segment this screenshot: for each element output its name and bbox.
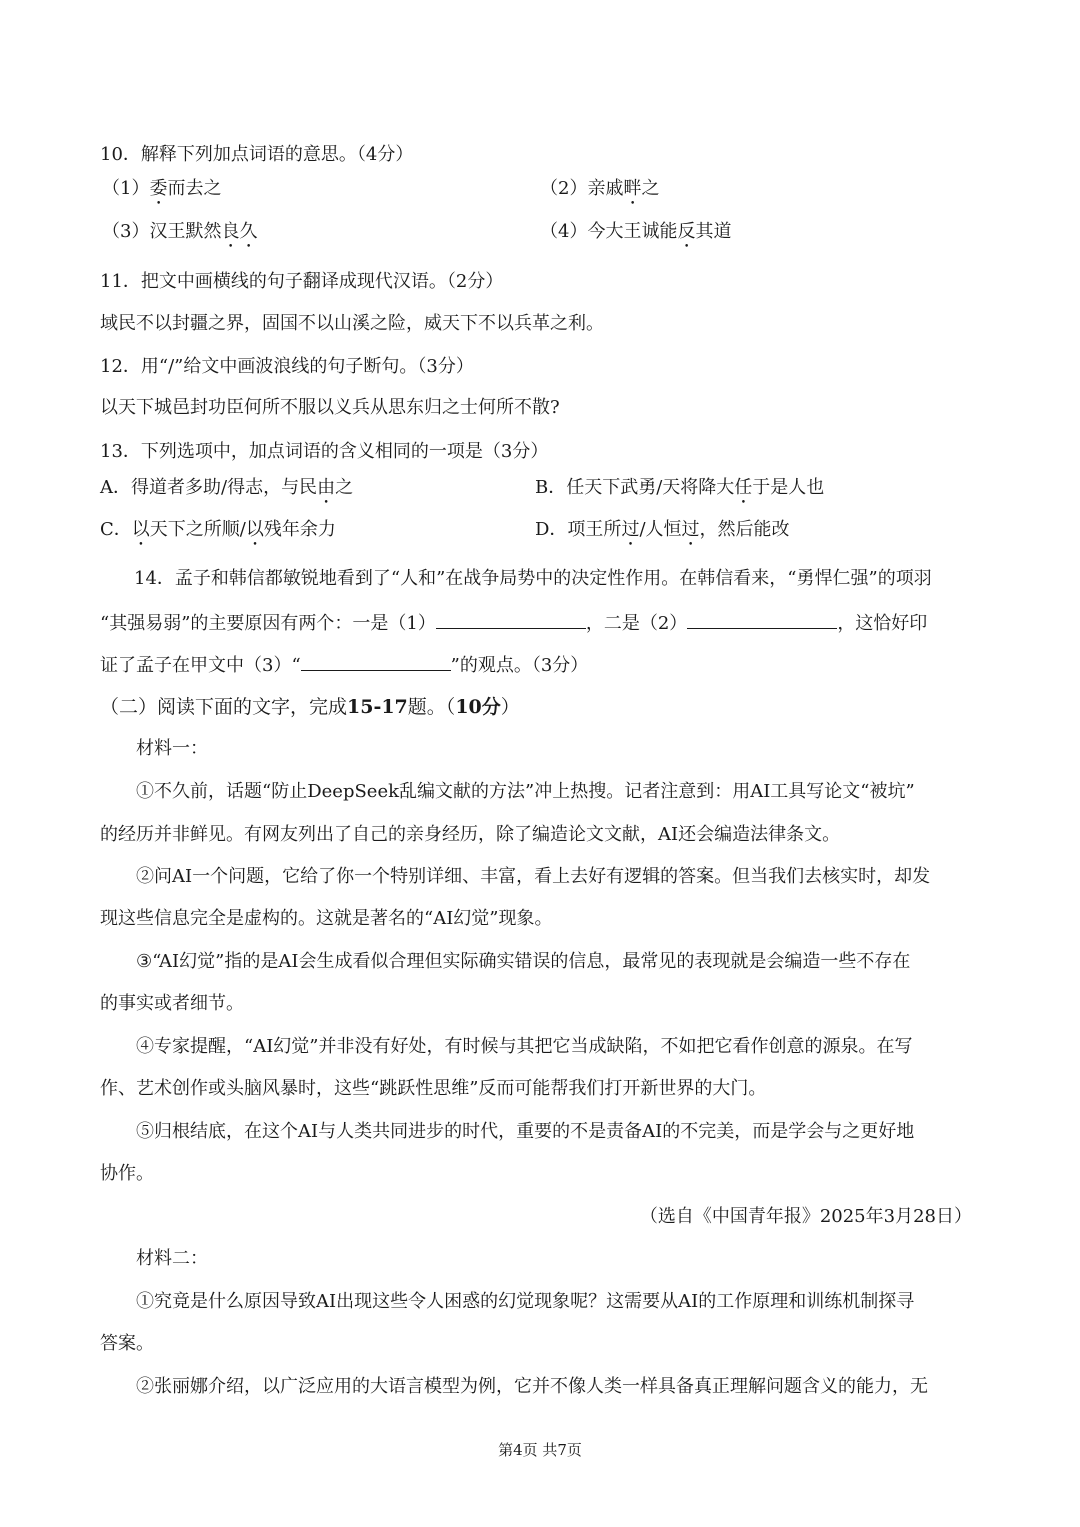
material2-p2-line1: ②张丽娜介绍，以广泛应用的大语言模型为例，它并不像人类一样具备真正理解问题含义的能力，无	[136, 1376, 928, 1397]
material1-p2-line1: ②问AI一个问题，它给了你一个特别详细、丰富，看上去好有逻辑的答案。但当我们去核实时，却发	[136, 866, 931, 887]
section-heading: （二）阅读下面的文字，完成15-17题。（10分）	[100, 696, 520, 718]
material1-p1-line2: 的经历并非鲜见。有网友列出了自己的亲身经历，除了编造论文文献，AI还会编造法律条文。	[100, 824, 841, 845]
material1-p5-line1: ⑤归根结底，在这个AI与人类共同进步的时代，重要的不是责备AI的不完美，而是学会与之更好地	[136, 1121, 915, 1142]
material1-p3-line1: ③“AI幻觉”指的是AI会生成看似合理但实际确实错误的信息，最常见的表现就是会编造一些不存在	[136, 951, 911, 972]
q10-item-2: （2）亲戚畔之	[540, 178, 660, 199]
material1-p5-line2: 协作。	[100, 1163, 154, 1184]
q10-item-1: （1）委而去之	[102, 178, 222, 199]
q13-option-c: C．以天下之所顺/以残年余力	[100, 519, 336, 540]
material2-label: 材料二：	[136, 1248, 208, 1269]
material1-label: 材料一：	[136, 738, 208, 759]
material2-p1-line2: 答案。	[100, 1333, 154, 1354]
material1-p3-line2: 的事实或者细节。	[100, 993, 244, 1014]
q14-line-3: 证了孟子在甲文中（3）“ ”的观点。（3分）	[100, 652, 588, 678]
material1-source: （选自《中国青年报》2025年3月28日）	[639, 1206, 972, 1227]
q11-sentence: 域民不以封疆之界，固国不以山溪之险，威天下不以兵革之利。	[100, 313, 604, 334]
q13-option-b: B．任天下武勇/天将降大任于是人也	[535, 477, 825, 498]
answer-blank-1[interactable]	[436, 610, 586, 629]
material1-p2-line2: 现这些信息完全是虚构的。这就是著名的“AI幻觉”现象。	[100, 908, 553, 929]
page-number: 第4页 共7页	[498, 1441, 582, 1459]
q13-option-d: D．项王所过/人恒过，然后能改	[535, 519, 790, 540]
answer-blank-2[interactable]	[687, 610, 837, 629]
q10-item-4: （4）今大王诚能反其道	[540, 221, 732, 242]
q10-item-3: （3）汉王默然良久	[102, 221, 258, 242]
material1-p4-line2: 作、艺术创作或头脑风暴时，这些“跳跃性思维”反而可能帮我们打开新世界的大门。	[100, 1078, 767, 1099]
q10-stem: 10．解释下列加点词语的意思。（4分）	[100, 144, 414, 165]
answer-blank-3[interactable]	[301, 652, 451, 671]
q12-sentence: 以天下城邑封功臣何所不服以义兵从思东归之士何所不散?	[100, 397, 560, 418]
material1-p1-line1: ①不久前，话题“防止DeepSeek乱编文献的方法”冲上热搜。记者注意到：用AI工具写论文“被坑”	[136, 781, 915, 802]
material2-p1-line1: ①究竟是什么原因导致AI出现这些令人困惑的幻觉现象呢？这需要从AI的工作原理和训练机制探寻	[136, 1291, 915, 1312]
q11-stem: 11．把文中画横线的句子翻译成现代汉语。（2分）	[100, 271, 504, 292]
q12-stem: 12．用“/”给文中画波浪线的句子断句。（3分）	[100, 356, 474, 377]
material1-p4-line1: ④专家提醒，“AI幻觉”并非没有好处，有时候与其把它当成缺陷，不如把它看作创意的源泉。在写	[136, 1036, 913, 1057]
q14-line-2: “其强易弱”的主要原因有两个：一是（1） ，二是（2） ，这恰好印	[100, 610, 927, 636]
q13-stem: 13．下列选项中，加点词语的含义相同的一项是（3分）	[100, 441, 549, 462]
q14-line-1: 14．孟子和韩信都敏锐地看到了“人和”在战争局势中的决定性作用。在韩信看来，“勇悍仁强”的项羽	[134, 568, 932, 589]
q13-option-a: A．得道者多助/得志，与民由之	[100, 477, 354, 498]
